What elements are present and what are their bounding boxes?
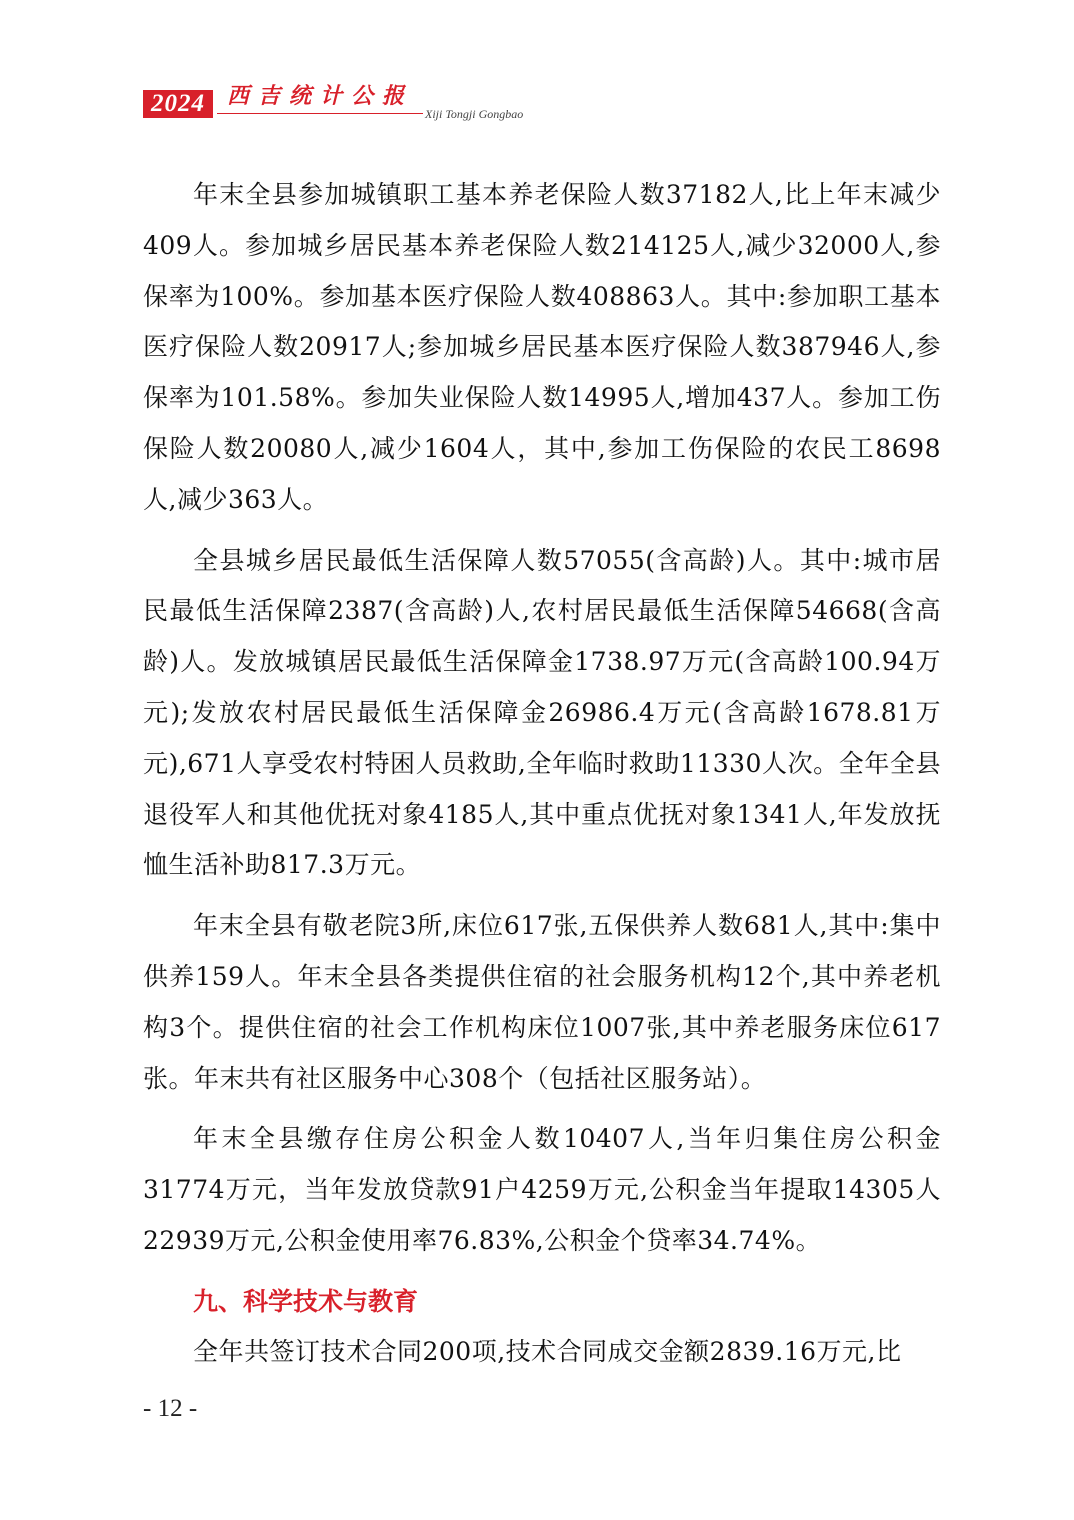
publication-subtitle: Xiji Tongji Gongbao — [425, 107, 524, 121]
document-body — [143, 170, 941, 1388]
section-heading: 九、科学技术与教育 — [193, 1286, 419, 1316]
paragraph-technology-contracts: 全年共签订技术合同200项,技术合同成交金额2839.16万元,比 — [193, 1336, 902, 1366]
paragraph-minimum-living-security: 全县城乡居民最低生活保障人数57055(含高龄)人。其中:城市居民最低生活保障2387(含高龄)人,农村居民最低生活保障54668(含高龄)人。发放城镇居民最低生活保障金1738.97万元(含高龄100.94万元);发放农村居民最低生活保障金26986.4万元(含高龄1678.81万元),671人享受农村特困人员救助,全年临时救助11330人次。全年全县退役军人和其他优抚对象4185人,其中重点优抚对象1341人,年发放抚恤生活补助817.3万元。 — [143, 545, 941, 880]
page-header — [143, 82, 563, 126]
page-number: - 12 - — [143, 1395, 198, 1422]
year-badge: 2024 — [143, 90, 213, 118]
paragraph-housing-fund: 年末全县缴存住房公积金人数10407人,当年归集住房公积金31774万元，当年发放贷款91户4259万元,公积金当年提取14305人22939万元,公积金使用率76.83%,公积金个贷率34.74%。 — [143, 1124, 941, 1255]
paragraph-social-insurance: 年末全县参加城镇职工基本养老保险人数37182人,比上年末减少409人。参加城乡居民基本养老保险人数214125人,减少32000人,参保率为100%。参加基本医疗保险人数408863人。其中:参加职工基本医疗保险人数20917人;参加城乡居民基本医疗保险人数387946人,参保率为101.58%。参加失业保险人数14995人,增加437人。参加工伤保险人数20080人,减少1604人，其中,参加工伤保险的农民工8698人,减少363人。 — [143, 180, 941, 514]
publication-title: 西吉统计公报 — [227, 83, 414, 109]
paragraph-elderly-care: 年末全县有敬老院3所,床位617张,五保供养人数681人,其中:集中供养159人。年末全县各类提供住宿的社会服务机构12个,其中养老机构3个。提供住宿的社会工作机构床位1007张,其中养老服务床位617张。年末共有社区服务中心308个（包括社区服务站）。 — [143, 911, 941, 1093]
